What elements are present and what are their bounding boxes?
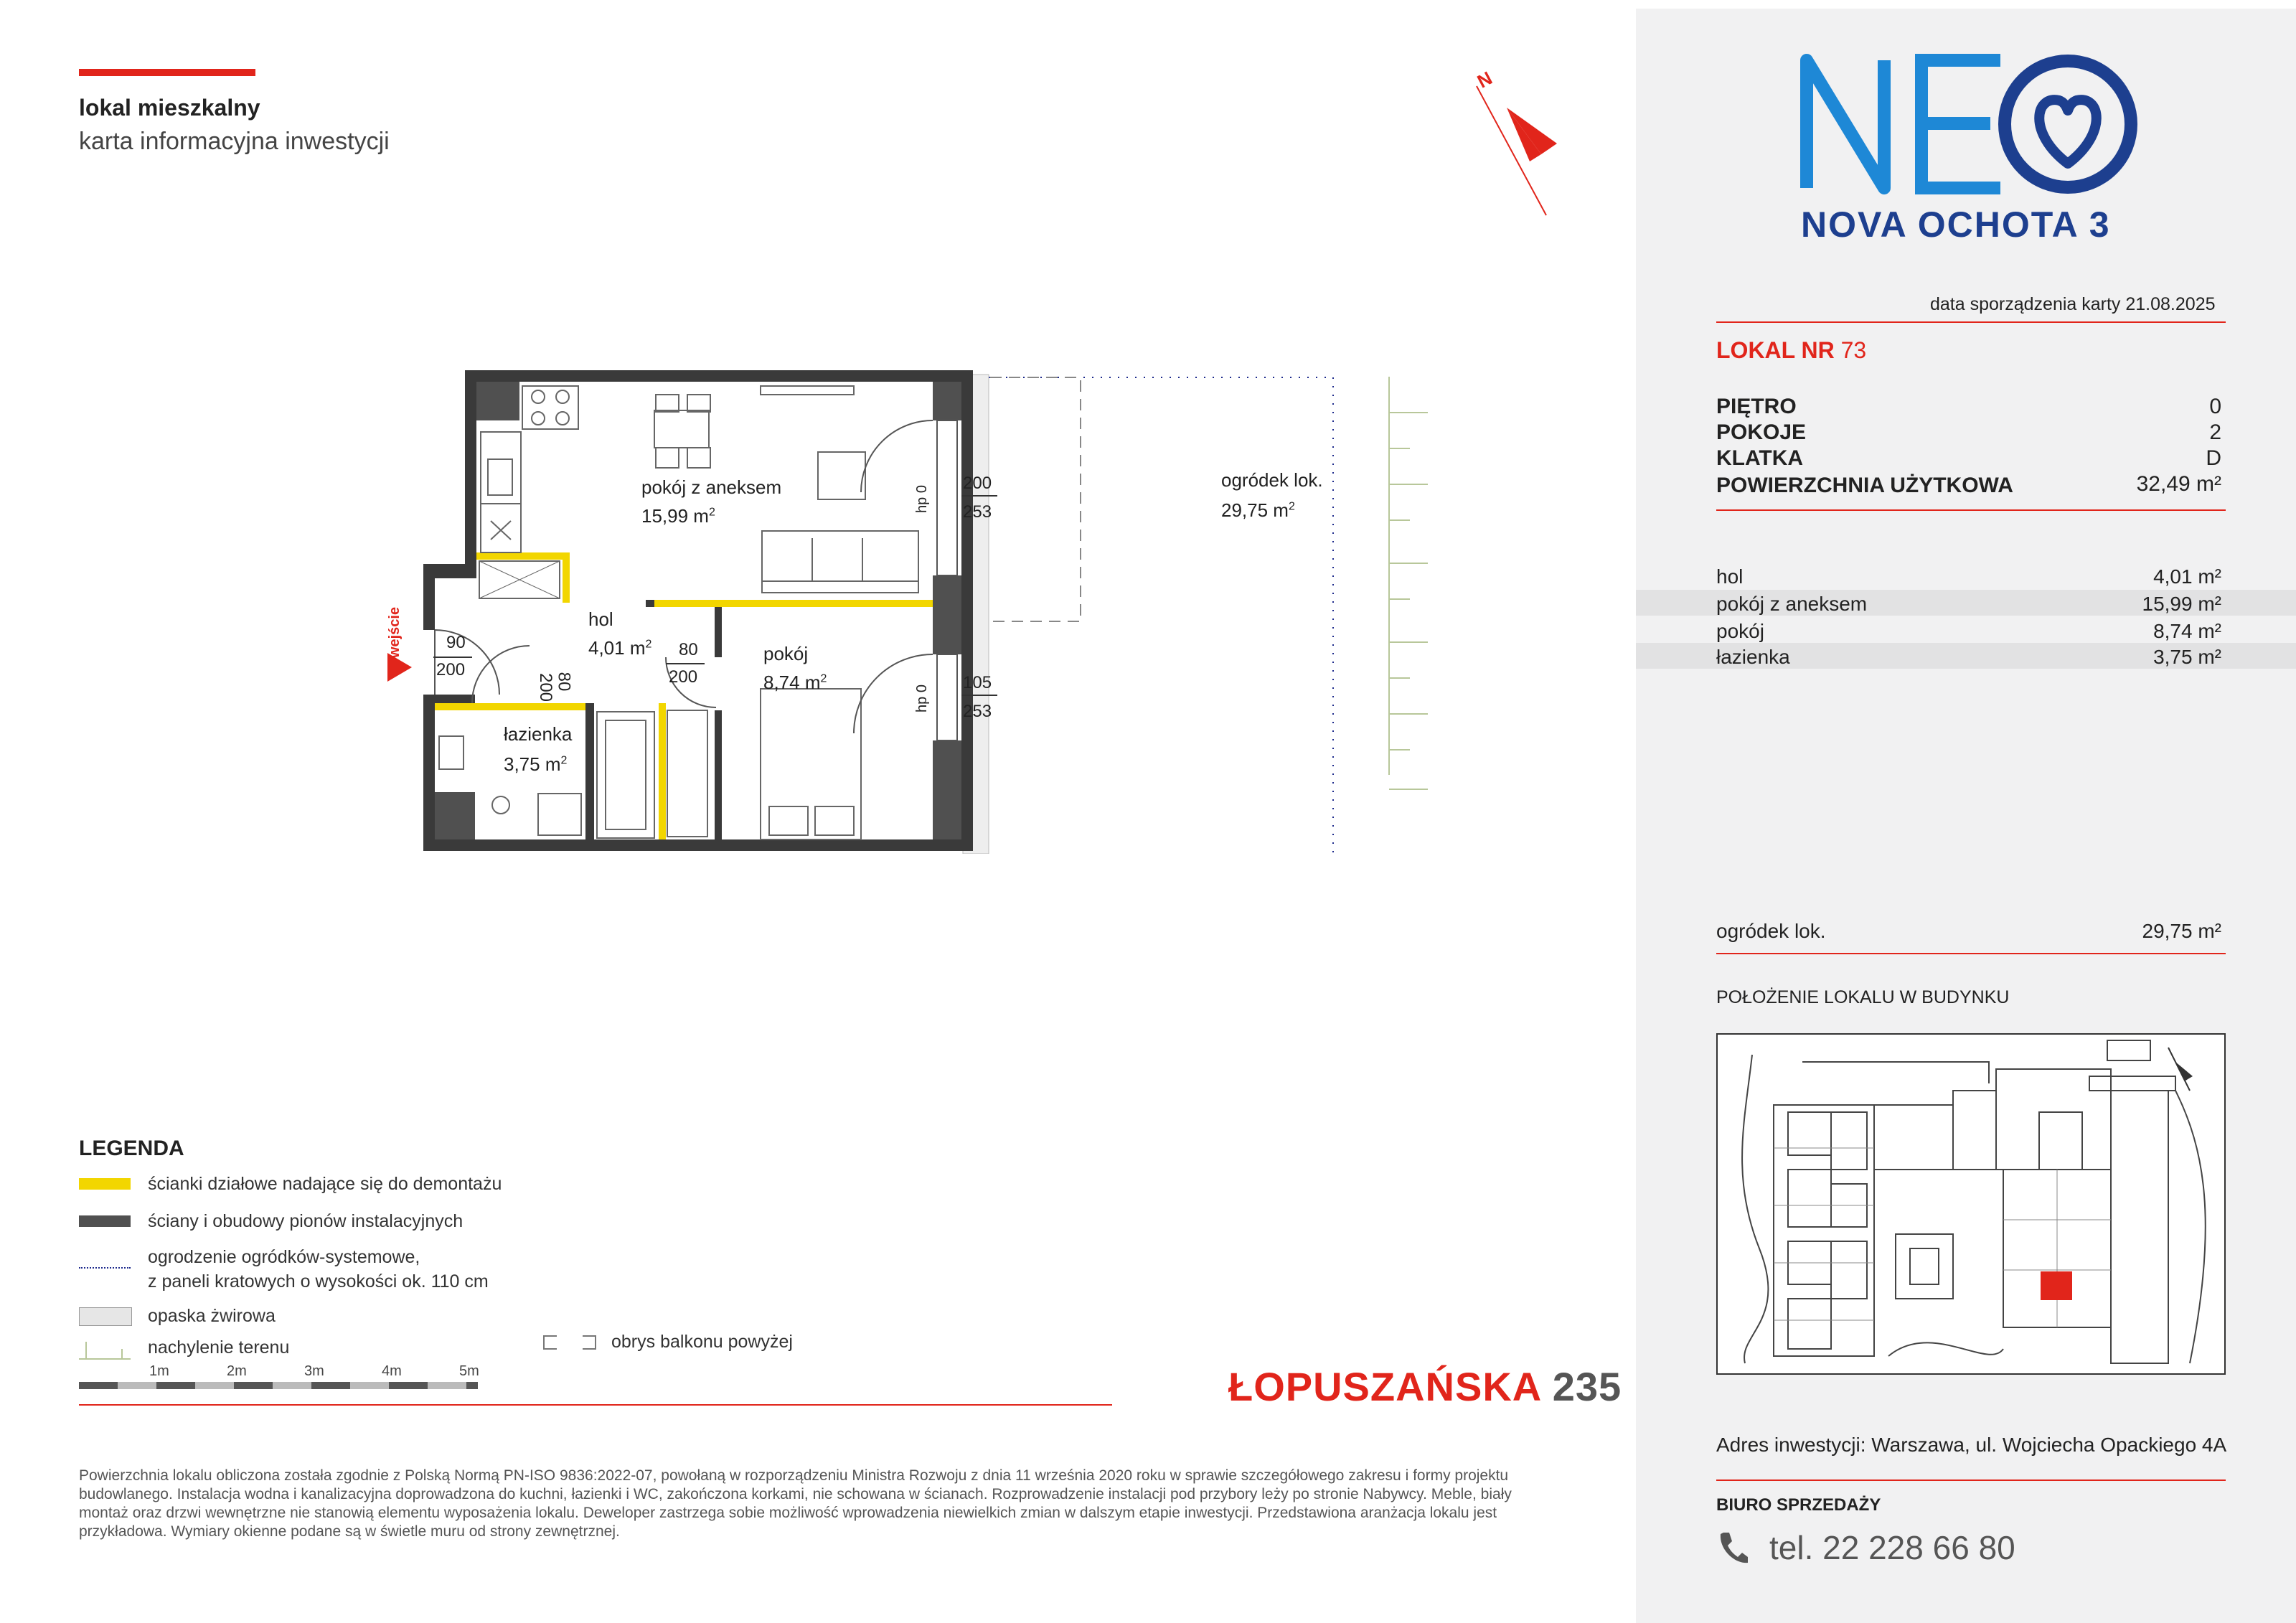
room-area-garden: 29,75 $m^2$ (1221, 499, 1295, 521)
dim-divider (433, 657, 472, 658)
dim-window1-height: 253 (963, 502, 992, 522)
room-area-bathroom: 3,75 $m^2$ (504, 753, 568, 775)
phone-icon (1716, 1530, 1748, 1566)
legend-swatch-fence (79, 1267, 131, 1269)
divider (1716, 321, 2226, 323)
exterior-walls (423, 370, 973, 851)
room-row-label-hall: hol (1716, 565, 1744, 588)
prop-label-rooms: POKOJE (1716, 420, 1807, 444)
sofa (762, 531, 918, 593)
legend-title: LEGENDA (79, 1137, 184, 1160)
dim-entry-height: 200 (436, 660, 466, 679)
room-area-bedroom: 8,74 $m^2$ (763, 672, 827, 693)
scale-label-3: 3m (304, 1363, 324, 1379)
floor-plan (359, 352, 1449, 854)
dim-divider (961, 695, 997, 696)
balcony-outline (990, 377, 1081, 621)
room-row-label-bedroom: pokój (1716, 620, 1764, 642)
room-label-living: pokój z aneksem (641, 476, 782, 498)
dim-window1-width: 200 (963, 474, 992, 493)
prop-value-stair: D (2206, 446, 2221, 470)
room-label-bathroom: łazienka (504, 723, 573, 745)
sales-phone[interactable]: tel. 22 228 66 80 (1769, 1529, 2015, 1566)
room-label-hall: hol (588, 608, 613, 630)
footer-divider (79, 1404, 1112, 1406)
card-date: data sporządzenia karty 21.08.2025 (1930, 294, 2216, 314)
bed (667, 689, 861, 839)
dim-window2-height: 253 (963, 702, 992, 721)
dim-divider (961, 495, 997, 497)
scale-label-5: 5m (459, 1363, 479, 1379)
room-label-garden: ogródek lok. (1221, 469, 1323, 491)
room-row-label-bathroom: łazienka (1716, 646, 1790, 668)
prop-label-floor: PIĘTRO (1716, 395, 1797, 418)
office-title: BIURO SPRZEDAŻY (1716, 1495, 1881, 1515)
divider (1716, 1479, 2226, 1481)
garden-label: ogródek lok. (1716, 920, 1826, 942)
scale-label-1: 1m (149, 1363, 169, 1379)
legend-swatch-grey (79, 1215, 131, 1227)
dim-entry-width: 90 (446, 633, 466, 652)
prop-value-floor: 0 (2209, 395, 2221, 418)
dim-bath-height: 200 (536, 672, 556, 702)
north-label: N (1473, 67, 1496, 93)
legal-footnote: Powierzchnia lokalu obliczona została zgodnie z Polską Normą PN-ISO 9836:2022-07, powołaną w rozporządzeniu Ministra Rozwoju z dnia 11 września 2020 roku w sprawie szczegółowego zakresu i formy projektu budowlanego. Instalacja wodna i kanalizacyjna doprowadzona do kuchni, łazienki i WC, zakończona korkami, nie schowana w ścianach. Rozprowadzenie instalacji pod przybory leży po stronie Nabywcy. Meble, biały montaż oraz drzwi wewnętrzne nie stanowią elementu wyposażenia lokalu. Deweloper zastrzega sobie możliwość wprowadzenia niewielkich zmian w dalszym etapie inwestycji. Przedstawiona aranżacja lokalu jest przykładowa. Wymiary okienne podane są w świetle muru od strony zewnętrznej. (79, 1467, 1512, 1540)
street-name: ŁOPUSZAŃSKA 235 (1228, 1364, 1622, 1409)
room-row-value-hall: 4,01 m² (2153, 565, 2221, 588)
scale-label-2: 2m (227, 1363, 247, 1379)
north-arrow-icon (1464, 65, 1564, 222)
entrance-label: wejście (387, 606, 403, 659)
legend-swatch-slope (79, 1339, 131, 1360)
prop-value-rooms: 2 (2209, 420, 2221, 444)
room-row-label-living: pokój z aneksem (1716, 593, 1868, 615)
dim-window2-hp: hp 0 (913, 685, 930, 712)
prop-label-area: POWIERZCHNIA UŻYTKOWA (1716, 474, 2013, 497)
prop-value-area: 32,49 m² (2136, 472, 2221, 496)
document-title: lokal mieszkalny (79, 95, 260, 121)
garden-value: 29,75 m² (2142, 920, 2221, 942)
address: Adres inwestycji: Warszawa, ul. Wojciecha Opackiego 4A (1716, 1434, 2227, 1456)
scale-bar (79, 1382, 478, 1389)
site-plan (1716, 1033, 2226, 1375)
terrain-slope (1389, 377, 1428, 789)
room-area-hall: 4,01 $m^2$ (588, 637, 652, 659)
unit-location-marker (2041, 1271, 2072, 1300)
divider (1716, 509, 2226, 511)
neo-logo-icon (1798, 44, 2142, 202)
dim-room-width: 80 (679, 640, 698, 659)
document-subtitle: karta informacyjna inwestycji (79, 128, 390, 155)
room-area-living: 15,99 $m^2$ (641, 505, 715, 527)
scale-label-4: 4m (382, 1363, 402, 1379)
room-label-bedroom: pokój (763, 643, 809, 664)
dim-divider (666, 663, 705, 664)
room-row-value-bathroom: 3,75 m² (2153, 646, 2221, 668)
prop-label-stair: KLATKA (1716, 446, 1804, 470)
location-title: POŁOŻENIE LOKALU W BUDYNKU (1716, 987, 2010, 1007)
legend-swatch-gravel (79, 1307, 132, 1326)
info-panel (1636, 9, 2296, 1623)
dim-window1-hp: hp 0 (913, 485, 930, 513)
legend-swatch-yellow (79, 1178, 131, 1190)
dim-window2-width: 105 (963, 673, 992, 692)
room-row-value-bedroom: 8,74 m² (2153, 620, 2221, 642)
header-accent-bar (79, 69, 255, 76)
room-row-value-living: 15,99 m² (2142, 593, 2221, 615)
legend-swatch-balcony (542, 1335, 597, 1350)
lokal-number: LOKAL NR 73 (1716, 337, 1867, 363)
dim-bath-width: 80 (554, 672, 574, 692)
dim-room-height: 200 (669, 667, 698, 687)
brand-name: NOVA OCHOTA 3 (1801, 204, 2111, 245)
divider (1716, 953, 2226, 954)
garden-fence (963, 377, 1333, 854)
